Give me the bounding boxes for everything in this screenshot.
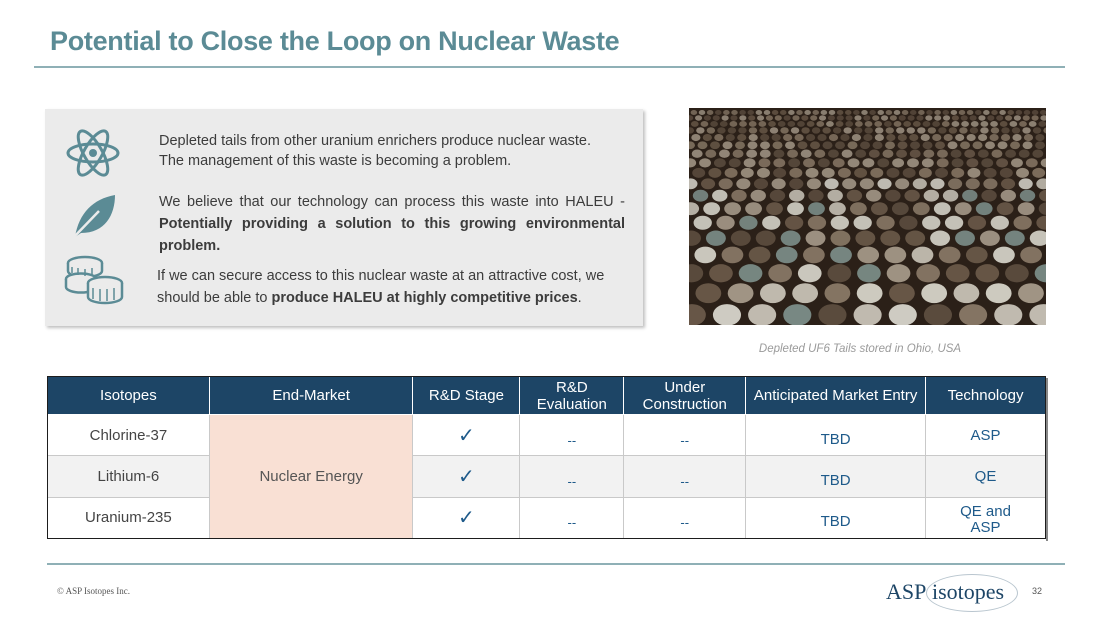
paragraph-haleu-post: .: [577, 290, 582, 306]
paragraph-haleu-pre: should be able to: [157, 290, 268, 306]
header-rd-stage: R&D Stage: [413, 377, 520, 415]
technology-cell: QE: [926, 456, 1046, 497]
paragraph-technology-text: We believe that our technology can process this waste into HALEU -: [159, 194, 625, 210]
isotope-table: [47, 376, 1046, 539]
rd-stage-check: ✓: [413, 456, 520, 497]
logo-isotopes-text: isotopes: [932, 579, 1005, 604]
header-market-entry: Anticipated Market Entry: [746, 377, 926, 415]
technology-cell-line2: ASP: [970, 518, 1001, 536]
info-box: [45, 109, 643, 326]
rd-evaluation-cell: --: [520, 497, 624, 538]
table-row: [48, 456, 1046, 497]
slide-title: Potential to Close the Loop on Nuclear Waste: [50, 26, 620, 56]
atom-icon: [65, 125, 121, 181]
market-entry-cell: TBD: [746, 497, 926, 538]
uf6-tails-photo: [689, 108, 1046, 325]
rd-stage-check: ✓: [413, 415, 520, 456]
title-divider: [34, 66, 1065, 68]
end-market-cell: Nuclear Energy: [209, 415, 413, 539]
header-technology: Technology: [926, 377, 1046, 415]
isotope-cell: Lithium-6: [48, 456, 210, 497]
construction-cell: --: [624, 497, 746, 538]
header-rd-evaluation-line1: R&D: [555, 378, 588, 396]
market-entry-cell: TBD: [746, 456, 926, 497]
construction-cell: --: [624, 456, 746, 497]
photo-caption: Depleted UF6 Tails stored in Ohio, USA: [758, 343, 962, 355]
paragraph-waste-line2: The management of this waste is becoming a problem.: [159, 153, 512, 169]
copyright-text: © ASP Isotopes Inc.: [57, 586, 131, 596]
rd-evaluation-cell: --: [520, 415, 624, 456]
technology-cell: ASP: [926, 415, 1046, 456]
header-rd-evaluation: [520, 377, 624, 415]
leaf-icon: [69, 193, 119, 239]
header-under-construction-line1: Under: [664, 378, 706, 396]
paragraph-technology-bold: Potentially providing a solution to this growing environmental problem.: [159, 216, 625, 254]
paragraph-haleu-line1: If we can secure access to this nuclear waste at an attractive cost, we: [157, 268, 605, 284]
technology-cell-line1: QE and: [960, 502, 1011, 520]
header-isotopes: Isotopes: [48, 377, 210, 415]
header-under-construction-line2: Construction: [642, 395, 727, 413]
page-number: 32: [1032, 586, 1043, 596]
table-shadow: [1046, 378, 1048, 541]
header-end-market: End-Market: [209, 377, 413, 415]
header-rd-evaluation-line2: Evaluation: [536, 395, 607, 413]
table-row: [48, 415, 1046, 456]
isotope-cell: Uranium-235: [48, 497, 210, 538]
paragraph-haleu-bold: produce HALEU at highly competitive prices: [271, 290, 578, 306]
paragraph-waste: [159, 131, 629, 171]
technology-cell: [926, 497, 1046, 538]
footer-divider: [47, 563, 1065, 565]
header-under-construction: [624, 377, 746, 415]
rd-stage-check: ✓: [413, 497, 520, 538]
company-logo: [886, 574, 1021, 614]
market-entry-cell: TBD: [746, 415, 926, 456]
paragraph-technology: [159, 191, 625, 257]
construction-cell: --: [624, 415, 746, 456]
coins-icon: [63, 253, 125, 307]
isotope-cell: Chlorine-37: [48, 415, 210, 456]
table-row: [48, 497, 1046, 538]
rd-evaluation-cell: --: [520, 456, 624, 497]
paragraph-waste-line1: Depleted tails from other uranium enrichers produce nuclear waste.: [159, 133, 591, 149]
logo-asp-text: ASP: [886, 579, 927, 604]
paragraph-haleu: [157, 265, 633, 309]
